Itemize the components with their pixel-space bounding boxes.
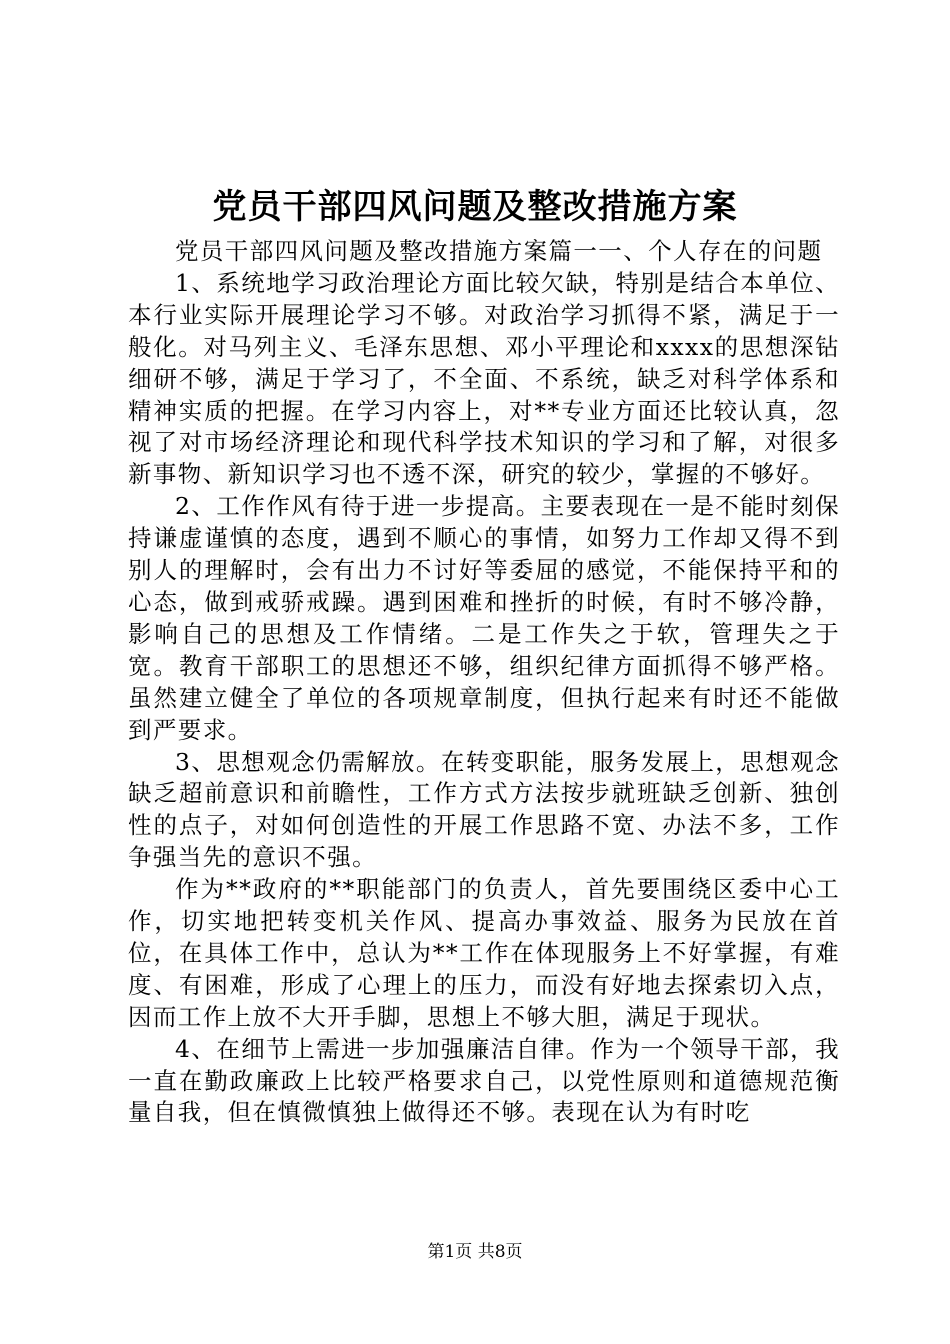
paragraph-item-1: 1、系统地学习政治理论方面比较欠缺，特别是结合本单位、本行业实际开展理论学习不够。对政治学习抓得不紧，满足于一般化。对马列主义、毛泽东思想、邓小平理论和xxxx的思想深钻细研不够，满足于学习了，不全面、不系统，缺乏对科学体系和精神实质的把握。在学习内容上，对**专业方面还比较认真，忽视了对市场经济理论和现代科学技术知识的学习和了解，对很多新事物、新知识学习也不透不深，研究的较少，掌握的不够好。 xyxy=(128,268,840,489)
paragraph-responsibility: 作为**政府的**职能部门的负责人，首先要围绕区委中心工作，切实地把转变机关作风、提高办事效益、服务为民放在首位，在具体工作中，总认为**工作在体现服务上不好掌握，有难度、有困难，形成了心理上的压力，而没有好地去探索切入点，因而工作上放不大开手脚，思想上不够大胆，满足于现状。 xyxy=(128,875,840,1031)
document-title: 党员干部四风问题及整改措施方案 xyxy=(212,187,738,227)
paragraph-intro: 党员干部四风问题及整改措施方案篇一一、个人存在的问题 xyxy=(175,237,823,265)
paragraph-item-3: 3、思想观念仍需解放。在转变职能，服务发展上，思想观念缺乏超前意识和前瞻性，工作方式方法按步就班缺乏创新、独创性的点子，对如何创造性的开展工作思路不宽、办法不多，工作争强当先的意识不强。 xyxy=(128,747,840,872)
paragraph-item-2: 2、工作作风有待于进一步提高。主要表现在一是不能时刻保持谦虚谨慎的态度，遇到不顺心的事情，如努力工作却又得不到别人的理解时，会有出力不讨好等委屈的感觉，不能保持平和的心态，做到戒骄戒躁。遇到困难和挫折的时候，有时不够冷静，影响自己的思想及工作情绪。二是工作失之于软，管理失之于宽。教育干部职工的思想还不够，组织纪律方面抓得不够严格。虽然建立健全了单位的各项规章制度，但执行起来有时还不能做到严要求。 xyxy=(128,492,840,744)
document-body xyxy=(128,236,840,1129)
page-number-footer: 第1页 共8页 xyxy=(427,1242,523,1262)
paragraph-item-4: 4、在细节上需进一步加强廉洁自律。作为一个领导干部，我一直在勤政廉政上比较严格要求自己，以党性原则和道德规范衡量自我，但在慎微慎独上做得还不够。表现在认为有时吃 xyxy=(128,1034,840,1127)
